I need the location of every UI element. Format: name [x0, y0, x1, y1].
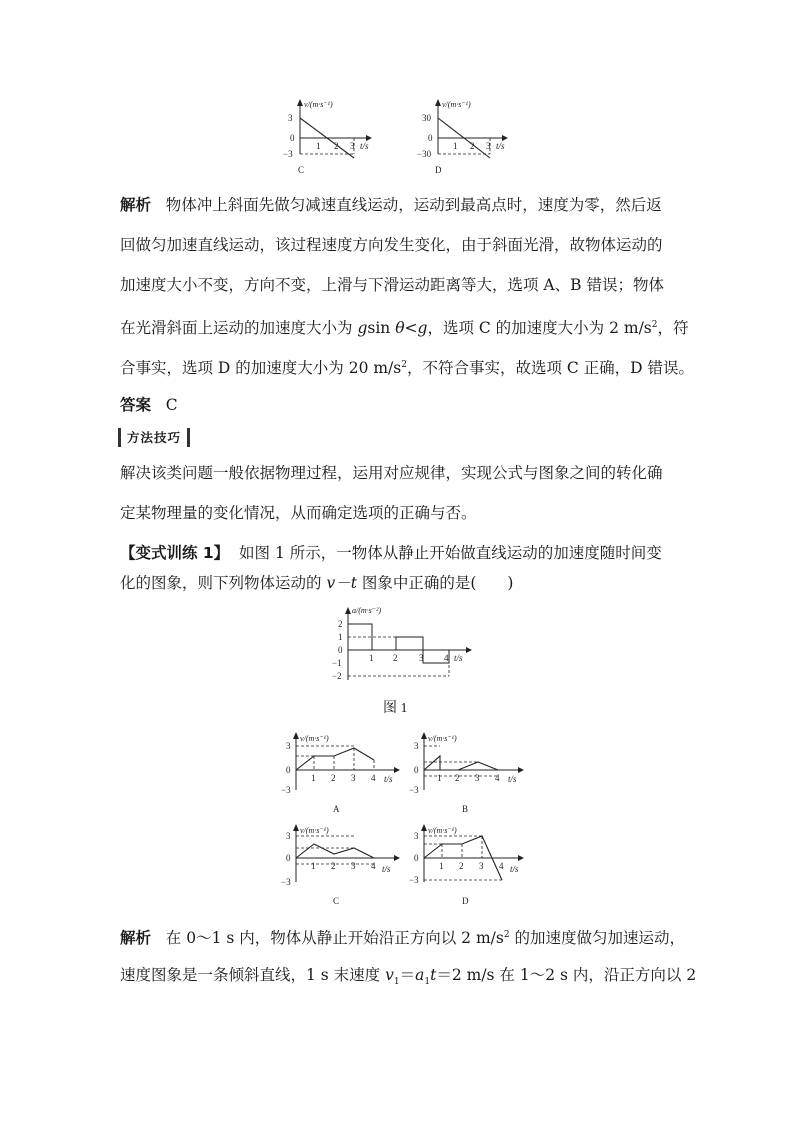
symbol-vt: v－t [326, 574, 357, 592]
y-zero-label: 0 [414, 853, 419, 863]
y-top-label: 3 [414, 831, 419, 841]
velocity-seg2 [458, 762, 498, 770]
tick-2: 2 [470, 141, 475, 151]
t-axis-label: t/s [384, 774, 393, 784]
tick-4: 4 [495, 773, 500, 783]
subscript: 1 [393, 977, 400, 988]
y-bot-label: −30 [417, 149, 432, 159]
answer-value: C [165, 396, 178, 414]
figure1-at-graph [330, 604, 480, 690]
top-graph-d [418, 98, 518, 182]
t-axis-arrow [466, 647, 472, 653]
y-top-label: 30 [422, 113, 431, 123]
y-bot-label: −3 [281, 877, 291, 887]
text: 在 0～1 s 内，物体从静止开始沿正方向以 2 m/s [165, 929, 504, 948]
v-axis-label: v/(m·s⁻¹) [442, 100, 471, 109]
a-axis-label: a/(m·s⁻²) [352, 606, 382, 615]
text: ，不符合事实，故选项 C 正确，D 错误。 [406, 359, 695, 378]
v-axis-label: v/(m·s⁻¹) [428, 826, 457, 835]
y-top-label: 3 [286, 831, 291, 841]
option-c-svg [282, 824, 412, 914]
t-axis-arrow [394, 855, 400, 861]
v-axis-label: v/(m·s⁻¹) [300, 734, 329, 743]
symbol-v: v [385, 966, 394, 984]
y-bot-label: −3 [409, 785, 419, 795]
superscript: 2 [401, 360, 407, 370]
t-axis-label: t/s [508, 774, 517, 784]
exercise-label: 【变式训练 1】 [120, 544, 230, 562]
y-zero-label: 0 [286, 765, 291, 775]
v-axis-label: v/(m·s⁻¹) [304, 100, 333, 109]
option-graph-d [406, 824, 536, 918]
method-line1: 解决该类问题一般依据物理过程，运用对应规律，实现公式与图象之间的转化确 [120, 464, 663, 482]
y-zero-label: 0 [290, 133, 295, 143]
velocity-seg1 [424, 756, 440, 770]
superscript: 2 [503, 930, 510, 940]
analysis2-line1 [120, 925, 686, 948]
velocity-line [296, 844, 374, 858]
option-graph-a [282, 732, 412, 826]
text: 化的图象，则下列物体运动的 [120, 574, 327, 592]
text: ，选项 C 的加速度大小为 2 m/s [427, 319, 652, 338]
text: 如图 1 所示，一物体从静止开始做直线运动的加速度随时间变 [239, 544, 662, 562]
tick-1: 1 [311, 861, 316, 871]
v-axis-arrow [293, 824, 299, 831]
symbol-t: t [430, 966, 437, 984]
t-axis-arrow [394, 767, 400, 773]
tick-1: 1 [437, 773, 442, 783]
answer-label: 答案 [120, 396, 152, 414]
a-axis-arrow [345, 607, 351, 614]
analysis1-line2: 回做匀加速直线运动，该过程速度方向发生变化，由于斜面光滑，故物体运动的 [120, 236, 663, 254]
v-axis-label: v/(m·s⁻¹) [428, 734, 457, 743]
figure1-caption: 图 1 [383, 701, 408, 716]
y-label-2: 2 [338, 619, 343, 629]
t-axis-arrow [518, 767, 524, 773]
symbol-theta: θ<g [395, 319, 428, 338]
tick-3: 3 [351, 861, 356, 871]
tick-1: 1 [311, 773, 316, 783]
t-axis-label: t/s [454, 653, 463, 663]
superscript: 2 [651, 320, 658, 330]
tick-3: 3 [351, 773, 356, 783]
y-zero-label: 0 [286, 853, 291, 863]
tick-2: 2 [393, 653, 398, 663]
analysis1-line5 [120, 355, 695, 378]
t-axis-label: t/s [510, 864, 519, 874]
analysis1-line3: 加速度大小不变，方向不变，上滑与下滑运动距离等大，选项 A、B 错误；物体 [120, 276, 664, 294]
analysis1-line4 [120, 315, 689, 338]
graph-label: D [435, 165, 442, 175]
tick-3: 3 [419, 653, 424, 663]
graph-label: C [333, 896, 340, 906]
y-bot-label: −3 [409, 875, 419, 885]
v-axis-arrow [421, 824, 427, 831]
y-bot-label: −3 [283, 149, 293, 159]
t-axis-arrow [518, 855, 524, 861]
y-top-label: 3 [288, 113, 293, 123]
tick-4: 4 [371, 861, 376, 871]
y-bot-label: −3 [281, 785, 291, 795]
text: 速度图象是一条倾斜直线，1 s 末速度 [120, 966, 386, 984]
option-a-svg [282, 732, 412, 822]
tick-1: 1 [453, 141, 458, 151]
y-top-label: 3 [286, 741, 291, 751]
tick-1: 1 [369, 653, 374, 663]
tick-1: 1 [439, 861, 444, 871]
y-label-neg2: −2 [332, 671, 342, 681]
analysis-label: 解析 [120, 929, 152, 948]
velocity-line [296, 748, 374, 770]
option-b-svg [406, 732, 536, 822]
top-graph-c [284, 98, 384, 182]
tick-3: 3 [475, 773, 480, 783]
t-axis-label: t/s [360, 141, 369, 151]
graph-label: C [298, 165, 305, 175]
method-tag: 方法技巧 [118, 428, 190, 447]
graph-label: A [333, 804, 340, 814]
text: 的加速度做匀加速运动， [509, 929, 686, 948]
y-top-label: 3 [414, 741, 419, 751]
graph-label: D [462, 896, 469, 906]
answer-line [120, 395, 680, 415]
text: ＝ [399, 966, 416, 984]
graph-c-svg [284, 98, 384, 178]
option-d-svg [406, 824, 536, 914]
y-label-neg1: −1 [332, 658, 342, 668]
analysis1-line1 [120, 195, 680, 215]
symbol-g: g [357, 319, 368, 338]
tick-2: 2 [459, 861, 464, 871]
tick-2: 2 [331, 773, 336, 783]
option-graph-b [406, 732, 536, 826]
graph-label: B [462, 804, 469, 814]
tick-1: 1 [316, 141, 321, 151]
analysis2-line2 [120, 965, 697, 992]
y-zero-label: 0 [428, 133, 433, 143]
text: 合事实，选项 D 的加速度大小为 20 m/s [120, 359, 402, 378]
graph-d-svg [418, 98, 518, 178]
v-axis-arrow [293, 732, 299, 739]
segment-2-3 [396, 637, 423, 650]
tick-4: 4 [499, 861, 504, 871]
t-axis-label: t/s [496, 141, 505, 151]
tick-2: 2 [334, 141, 339, 151]
text: 图象中正确的是( ) [356, 574, 514, 592]
figure1-svg [330, 604, 480, 686]
text: ＝2 m/s 在 1～2 s 内，沿正方向以 2 [436, 966, 697, 984]
text: ，符 [657, 319, 689, 338]
exercise-line1 [120, 543, 680, 563]
y-label-0: 0 [338, 645, 343, 655]
subscript: 1 [424, 977, 431, 988]
tick-3: 3 [350, 141, 355, 151]
tick-2: 2 [455, 773, 460, 783]
v-axis-arrow [421, 732, 427, 739]
tick-3: 3 [486, 141, 491, 151]
y-label-1: 1 [338, 632, 343, 642]
symbol-a: a [415, 966, 425, 984]
text: 物体冲上斜面先做匀减速直线运动，运动到最高点时，速度为零，然后返 [165, 196, 662, 214]
v-axis-arrow [435, 99, 441, 106]
text: sin [367, 319, 396, 338]
tick-4: 4 [371, 773, 376, 783]
tick-4: 4 [444, 653, 449, 663]
exercise-line2 [120, 573, 680, 593]
option-graph-c [282, 824, 412, 918]
tick-2: 2 [331, 861, 336, 871]
y-zero-label: 0 [414, 765, 419, 775]
tick-3: 3 [479, 861, 484, 871]
v-axis-label: v/(m·s⁻¹) [300, 826, 329, 835]
v-axis-arrow [297, 99, 303, 106]
analysis-label: 解析 [120, 196, 152, 214]
text: 在光滑斜面上运动的加速度大小为 [120, 319, 358, 338]
t-axis-label: t/s [382, 864, 391, 874]
method-line2: 定某物理量的变化情况，从而确定选项的正确与否。 [120, 504, 477, 522]
